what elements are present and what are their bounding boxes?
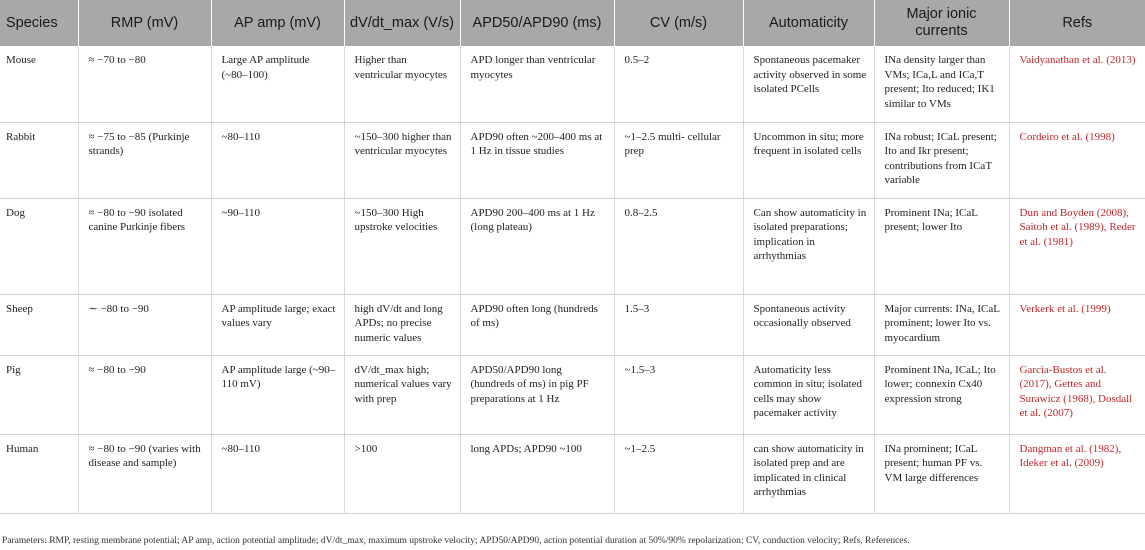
cell-species: Dog: [6, 206, 25, 219]
cell-ap-amp: ~90–110: [211, 198, 344, 294]
cell-dvdt: >100: [344, 434, 460, 513]
header-row: [0, 0, 1145, 46]
cell-species: Sheep: [6, 302, 33, 315]
header-dvdt: dV/dt_max (V/s): [344, 0, 460, 46]
cell-dvdt: high dV/dt and long APDs; no precise numeric values: [344, 294, 460, 355]
cell-dvdt: Higher than ventricular myocytes: [344, 46, 460, 122]
cell-refs[interactable]: Garcia-Bustos et al. (2017), Gettes and Surawicz (1968), Dosdall et al. (2007): [1009, 355, 1145, 434]
header-automaticity: Automaticity: [743, 0, 874, 46]
header-refs: Refs: [1009, 0, 1145, 46]
cell-cv: ~1–2.5: [614, 434, 743, 513]
cell-apd: long APDs; APD90 ~100: [460, 434, 614, 513]
cell-dvdt: dV/dt_max high; numerical values vary with prep: [344, 355, 460, 434]
table-row: [0, 198, 1145, 294]
cell-apd: APD90 often ~200–400 ms at 1 Hz in tissue studies: [460, 122, 614, 198]
cell-ap-amp: Large AP amplitude (~80–100): [211, 46, 344, 122]
cell-ap-amp: AP amplitude large; exact values vary: [211, 294, 344, 355]
cell-rmp: ∼ −80 to −90: [78, 294, 211, 355]
header-apd: APD50/APD90 (ms): [460, 0, 614, 46]
cell-apd: APD90 200–400 ms at 1 Hz (long plateau): [460, 198, 614, 294]
cell-refs[interactable]: Dun and Boyden (2008), Saitoh et al. (1989), Reder et al. (1981): [1009, 198, 1145, 294]
cell-automaticity: Spontaneous activity occasionally observed: [743, 294, 874, 355]
cell-cv: ~1–2.5 multi- cellular prep: [614, 122, 743, 198]
cell-ap-amp: AP amplitude large (~90–110 mV): [211, 355, 344, 434]
cell-apd: APD longer than ventricular myocytes: [460, 46, 614, 122]
cell-ap-amp: ~80–110: [211, 122, 344, 198]
cell-ionic-currents: INa prominent; ICaL present; human PF vs. VM large differences: [874, 434, 1009, 513]
cell-rmp: ≈ −80 to −90: [78, 355, 211, 434]
cell-refs[interactable]: Cordeiro et al. (1998): [1009, 122, 1145, 198]
cell-species: Rabbit: [6, 130, 36, 143]
cell-apd: APD50/APD90 long (hundreds of ms) in pig PF preparations at 1 Hz: [460, 355, 614, 434]
cell-dvdt: ~150–300 High upstroke velocities: [344, 198, 460, 294]
header-ionic-currents: Major ionic currents: [874, 0, 1009, 46]
cell-ionic-currents: Prominent INa; ICaL present; lower Ito: [874, 198, 1009, 294]
cell-ionic-currents: Major currents: INa, ICaL prominent; lower Ito vs. myocardium: [874, 294, 1009, 355]
cell-species: Pig: [6, 363, 21, 376]
table-row: [0, 46, 1145, 122]
cell-ionic-currents: INa density larger than VMs; ICa,L and ICa,T present; Ito reduced; IK1 similar to VMs: [874, 46, 1009, 122]
cell-refs[interactable]: Dangman et al. (1982), Ideker et al. (2009): [1009, 434, 1145, 513]
cell-species: Mouse: [6, 54, 36, 66]
cell-cv: 1.5–3: [614, 294, 743, 355]
cell-rmp: ≈ −70 to −80: [78, 46, 211, 122]
header-ap-amp: AP amp (mV): [211, 0, 344, 46]
cell-dvdt: ~150–300 higher than ventricular myocytes: [344, 122, 460, 198]
cell-refs[interactable]: Vaidyanathan et al. (2013): [1009, 46, 1145, 122]
cell-automaticity: Spontaneous pacemaker activity observed in some isolated PCells: [743, 46, 874, 122]
table-row: [0, 355, 1145, 434]
cell-rmp: ≈ −75 to −85 (Purkinje strands): [78, 122, 211, 198]
table-row: [0, 294, 1145, 355]
header-species: Species: [0, 0, 78, 46]
cell-automaticity: Can show automaticity in isolated preparations; implication in arrhythmias: [743, 198, 874, 294]
cell-rmp: ≈ −80 to −90 isolated canine Purkinje fibers: [78, 198, 211, 294]
header-rmp: RMP (mV): [78, 0, 211, 46]
cell-ionic-currents: INa robust; ICaL present; Ito and Ikr present; contributions from ICaT variable: [874, 122, 1009, 198]
table-row: [0, 434, 1145, 513]
table-footnote: Parameters: RMP, resting membrane potential; AP amp, action potential amplitude; dV/dt_max, maximum upstroke velocity; APD50/APD90, action potential duration at 50%/90% repolarization; CV, conduction velocity; Refs, References.: [2, 536, 910, 546]
header-cv: CV (m/s): [614, 0, 743, 46]
cell-cv: 0.8–2.5: [614, 198, 743, 294]
cell-ionic-currents: Prominent INa, ICaL; Ito lower; connexin Cx40 expression strong: [874, 355, 1009, 434]
cell-rmp: ≈ −80 to −90 (varies with disease and sample): [78, 434, 211, 513]
cell-cv: ~1.5–3: [614, 355, 743, 434]
table-row: [0, 122, 1145, 198]
cell-ap-amp: ~80–110: [211, 434, 344, 513]
cell-cv: 0.5–2: [614, 46, 743, 122]
cell-species: Human: [6, 442, 39, 455]
cell-automaticity: can show automaticity in isolated prep and are implicated in clinical arrhythmias: [743, 434, 874, 513]
cell-apd: APD90 often long (hundreds of ms): [460, 294, 614, 355]
cell-automaticity: Uncommon in situ; more frequent in isolated cells: [743, 122, 874, 198]
cell-automaticity: Automaticity less common in situ; isolated cells may show pacemaker activity: [743, 355, 874, 434]
cell-refs[interactable]: Verkerk et al. (1999): [1009, 294, 1145, 355]
